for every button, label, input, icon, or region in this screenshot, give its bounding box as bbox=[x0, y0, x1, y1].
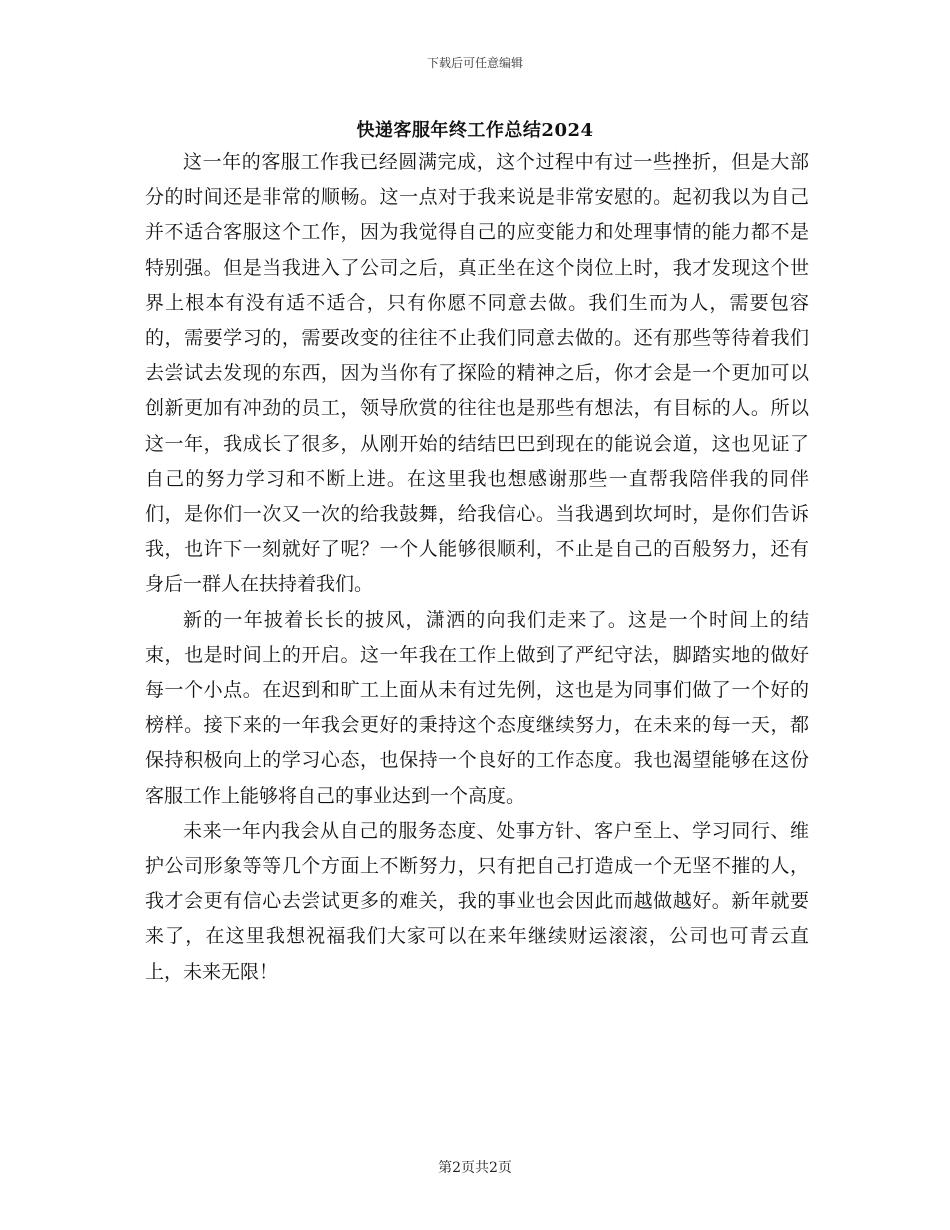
document-title: 快递客服年终工作总结2024 bbox=[356, 120, 594, 141]
paragraph-3: 未来一年内我会从自己的服务态度、处事方针、客户至上、学习同行、维护公司形象等等几个方面上不断努力，只有把自己打造成一个无坚不摧的人，我才会更有信心去尝试更多的难关，我的事业也会因此而越做越好。新年就要来了，在这里我想祝福我们大家可以在来年继续财运滚滚，公司也可青云直上，未来无限！ bbox=[145, 819, 809, 983]
document-body bbox=[145, 145, 809, 990]
paragraph-1: 这一年的客服工作我已经圆满完成，这个过程中有过一些挫折，但是大部分的时间还是非常的顺畅。这一点对于我来说是非常安慰的。起初我以为自己并不适合客服这个工作，因为我觉得自己的应变能力和处理事情的能力都不是特别强。但是当我进入了公司之后，真正坐在这个岗位上时，我才发现这个世界上根本有没有适不适合，只有你愿不同意去做。我们生而为人，需要包容的，需要学习的，需要改变的往往不止我们同意去做的。还有那些等待着我们去尝试去发现的东西，因为当你有了探险的精神之后，你才会是一个更加可以创新更加有冲劲的员工，领导欣赏的往往也是那些有想法，有目标的人。所以这一年，我成长了很多，从刚开始的结结巴巴到现在的能说会道，这也见证了自己的努力学习和不断上进。在这里我也想感谢那些一直帮我陪伴我的同伴们，是你们一次又一次的给我鼓舞，给我信心。当我遇到坎坷时，是你们告诉我，也许下一刻就好了呢？一个人能够很顺利，不止是自己的百般努力，还有身后一群人在扶持着我们。 bbox=[145, 151, 809, 596]
paragraph-2: 新的一年披着长长的披风，潇洒的向我们走来了。这是一个时间上的结束，也是时间上的开启。这一年我在工作上做到了严纪守法，脚踏实地的做好每一个小点。在迟到和旷工上面从未有过先例，这也是为同事们做了一个好的榜样。接下来的一年我会更好的秉持这个态度继续努力，在未来的每一天，都保持积极向上的学习心态，也保持一个良好的工作态度。我也渴望能够在这份客服工作上能够将自己的事业达到一个高度。 bbox=[145, 608, 809, 807]
page-number: 第2页共2页 bbox=[438, 1160, 512, 1176]
page-header: 下载后可任意编辑 bbox=[426, 56, 523, 70]
